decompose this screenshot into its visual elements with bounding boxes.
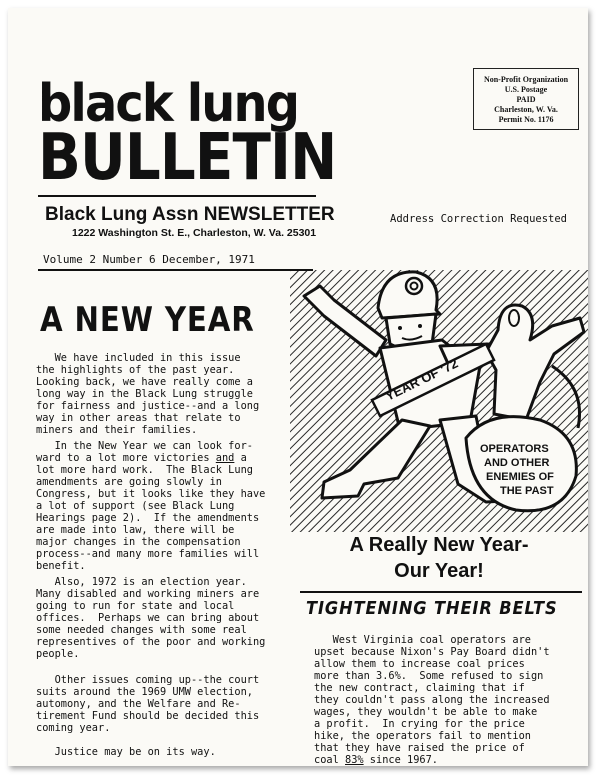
cartoon-bag-label: AND OTHER [484,457,550,469]
newsletter-page [8,8,588,766]
permit-line: U.S. Postage [504,85,548,94]
section-rule [300,591,582,593]
article-paragraph: Other issues coming up--the court suits around the 1969 UMW election, automony, and the Welfare and Re- tirement Fund should be decided this coming year. [36,674,260,734]
masthead-address: 1222 Washington St. E., Charleston, W. Va. 25301 [72,227,317,239]
underlined-word: and [215,452,235,464]
paragraph-text: West Virginia coal operators are upset because Nixon's Pay Board didn't allow them to increase coal prices more than 3.6%. Some refused to sign the new contract, claiming that if they couldn't pass along the increased wages, they wouldn't be able to make a profit. In crying for the price hike, the operators fail to mention that they have raised the price of coal [314,634,550,766]
cartoon-sash-label: YEAR OF '72 [382,355,461,404]
postage-permit-box [473,68,579,130]
permit-line: Charleston, W. Va. [494,105,558,114]
cartoon-miner-illustration [290,270,588,532]
article-paragraph: Justice may be on its way. [36,746,216,758]
permit-line: PAID [516,95,536,104]
paragraph-text: In the New Year we can look for- ward to a lot more victories [36,440,253,464]
article-paragraph [36,440,288,572]
address-correction-notice: Address Correction Requested [390,213,568,225]
article-paragraph: Also, 1972 is an election year. Many disabled and working miners are going to run for state and local offices. Perhaps we can bring about some needed changes with some real representives of the poor and working people. [36,576,266,660]
article-headline-new-year: A NEW YEAR [40,300,255,340]
article-paragraph: We have included in this issue the highlights of the past year. Looking back, we have really come a long way in the Black Lung struggle for fairness and justice--and a long way in other areas that relate to miners and their families. [36,352,260,436]
permit-line: Non-Profit Organization [483,75,569,84]
caption-line: A Really New Year- [349,534,529,556]
cartoon-bag-label: THE PAST [500,485,554,497]
article-paragraph [314,634,584,766]
cartoon-bag-label: OPERATORS [480,443,549,455]
underlined-percent: 83% [345,754,364,766]
article-headline-tightening-belts: TIGHTENING THEIR BELTS [306,598,558,619]
masthead-subtitle: Black Lung Assn NEWSLETTER [45,204,335,225]
issue-line: Volume 2 Number 6 December, 1971 [38,253,313,271]
cartoon-bag-label: ENEMIES OF [486,471,554,483]
paragraph-text: since 1967. [363,754,439,766]
masthead-title-line2: BULLETIN [38,121,337,195]
masthead-title-line1: black lung [38,74,299,134]
paragraph-text: a lot more hard work. The Black Lung amendments are going slowly in Congress, but it looks like they have a lot of support (see Black Lung Hearings page 2). If the amendments are made into law, there will be major changes in the compensation process--and many more families will benefit. [36,452,266,572]
caption-line: Our Year! [394,560,484,582]
masthead-rule [38,195,316,197]
cartoon-caption [290,532,588,584]
permit-line: Permit No. 1176 [498,115,554,124]
